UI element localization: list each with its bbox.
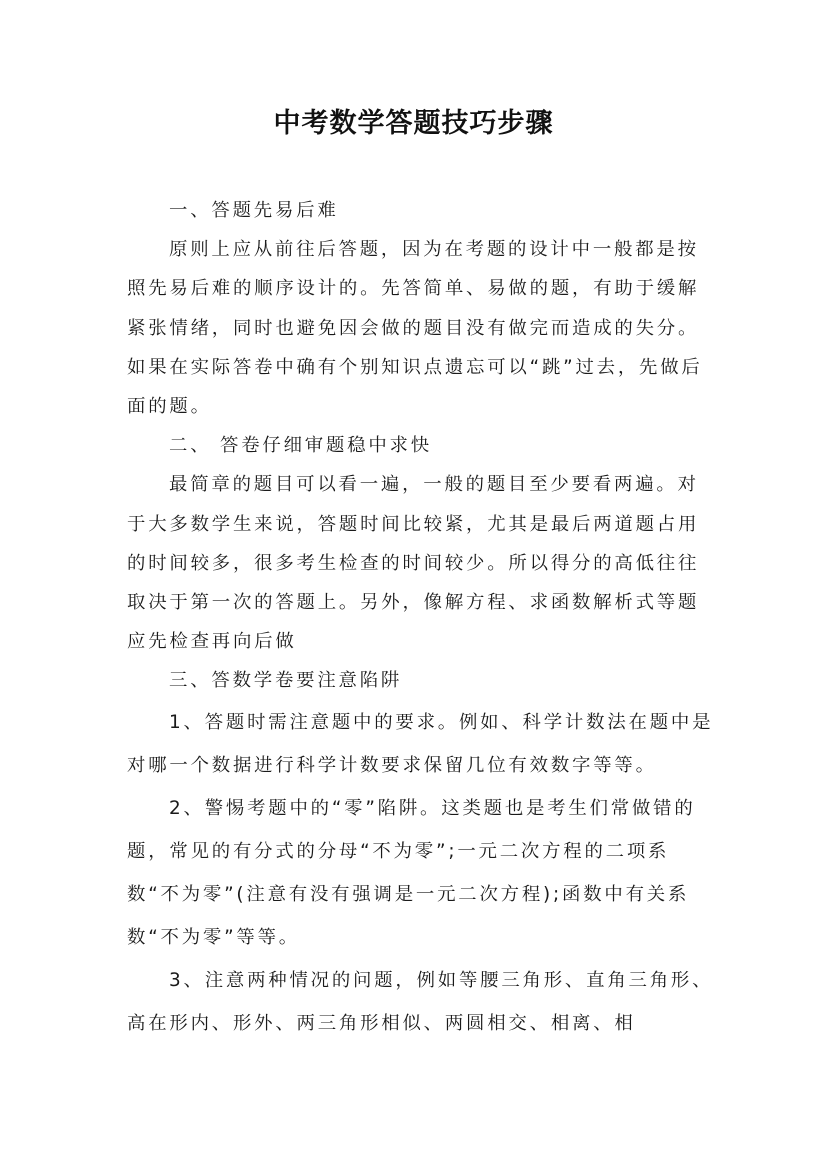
list-item-2: 2、警惕考题中的“零”陷阱。这类题也是考生们常做错的题，常见的有分式的分母“不为零”;一元二次方程的二项系数“不为零”(注意有没有强调是一元二次方程);函数中有关系数“不为零”等等。 [127, 797, 696, 948]
paragraph-2: 最简章的题目可以看一遍，一般的题目至少要看两遍。对于大多数学生来说，答题时间比较紧，尤其是最后两道题占用的时间较多，很多考生检查的时间较少。所以得分的高低往往取决于第一次的答题上。另外，像解方程、求函数解析式等题应先检查再向后做 [127, 474, 700, 653]
page-title: 中考数学答题技巧步骤 [273, 108, 554, 139]
section-heading-3: 三、答数学卷要注意陷阱 [169, 670, 403, 692]
paragraph-1: 原则上应从前往后答题，因为在考题的设计中一般都是按照先易后难的顺序设计的。先答简单、易做的题，有助于缓解紧张情绪，同时也避免因会做的题目没有做完而造成的失分。如果在实际答卷中确有个别知识点遗忘可以“跳”过去，先做后面的题。 [127, 239, 703, 418]
section-heading-1: 一、答题先易后难 [169, 200, 339, 221]
list-item-3: 3、注意两种情况的问题，例如等腰三角形、直角三角形、高在形内、形外、两三角形相似、两圆相交、相离、相 [127, 969, 714, 1034]
section-heading-2: 二、 答卷仔细审题稳中求快 [169, 435, 432, 457]
list-item-1: 1、答题时需注意题中的要求。例如、科学计数法在题中是对哪一个数据进行科学计数要求保留几位有效数字等等。 [127, 711, 714, 776]
document-body [127, 191, 715, 1045]
